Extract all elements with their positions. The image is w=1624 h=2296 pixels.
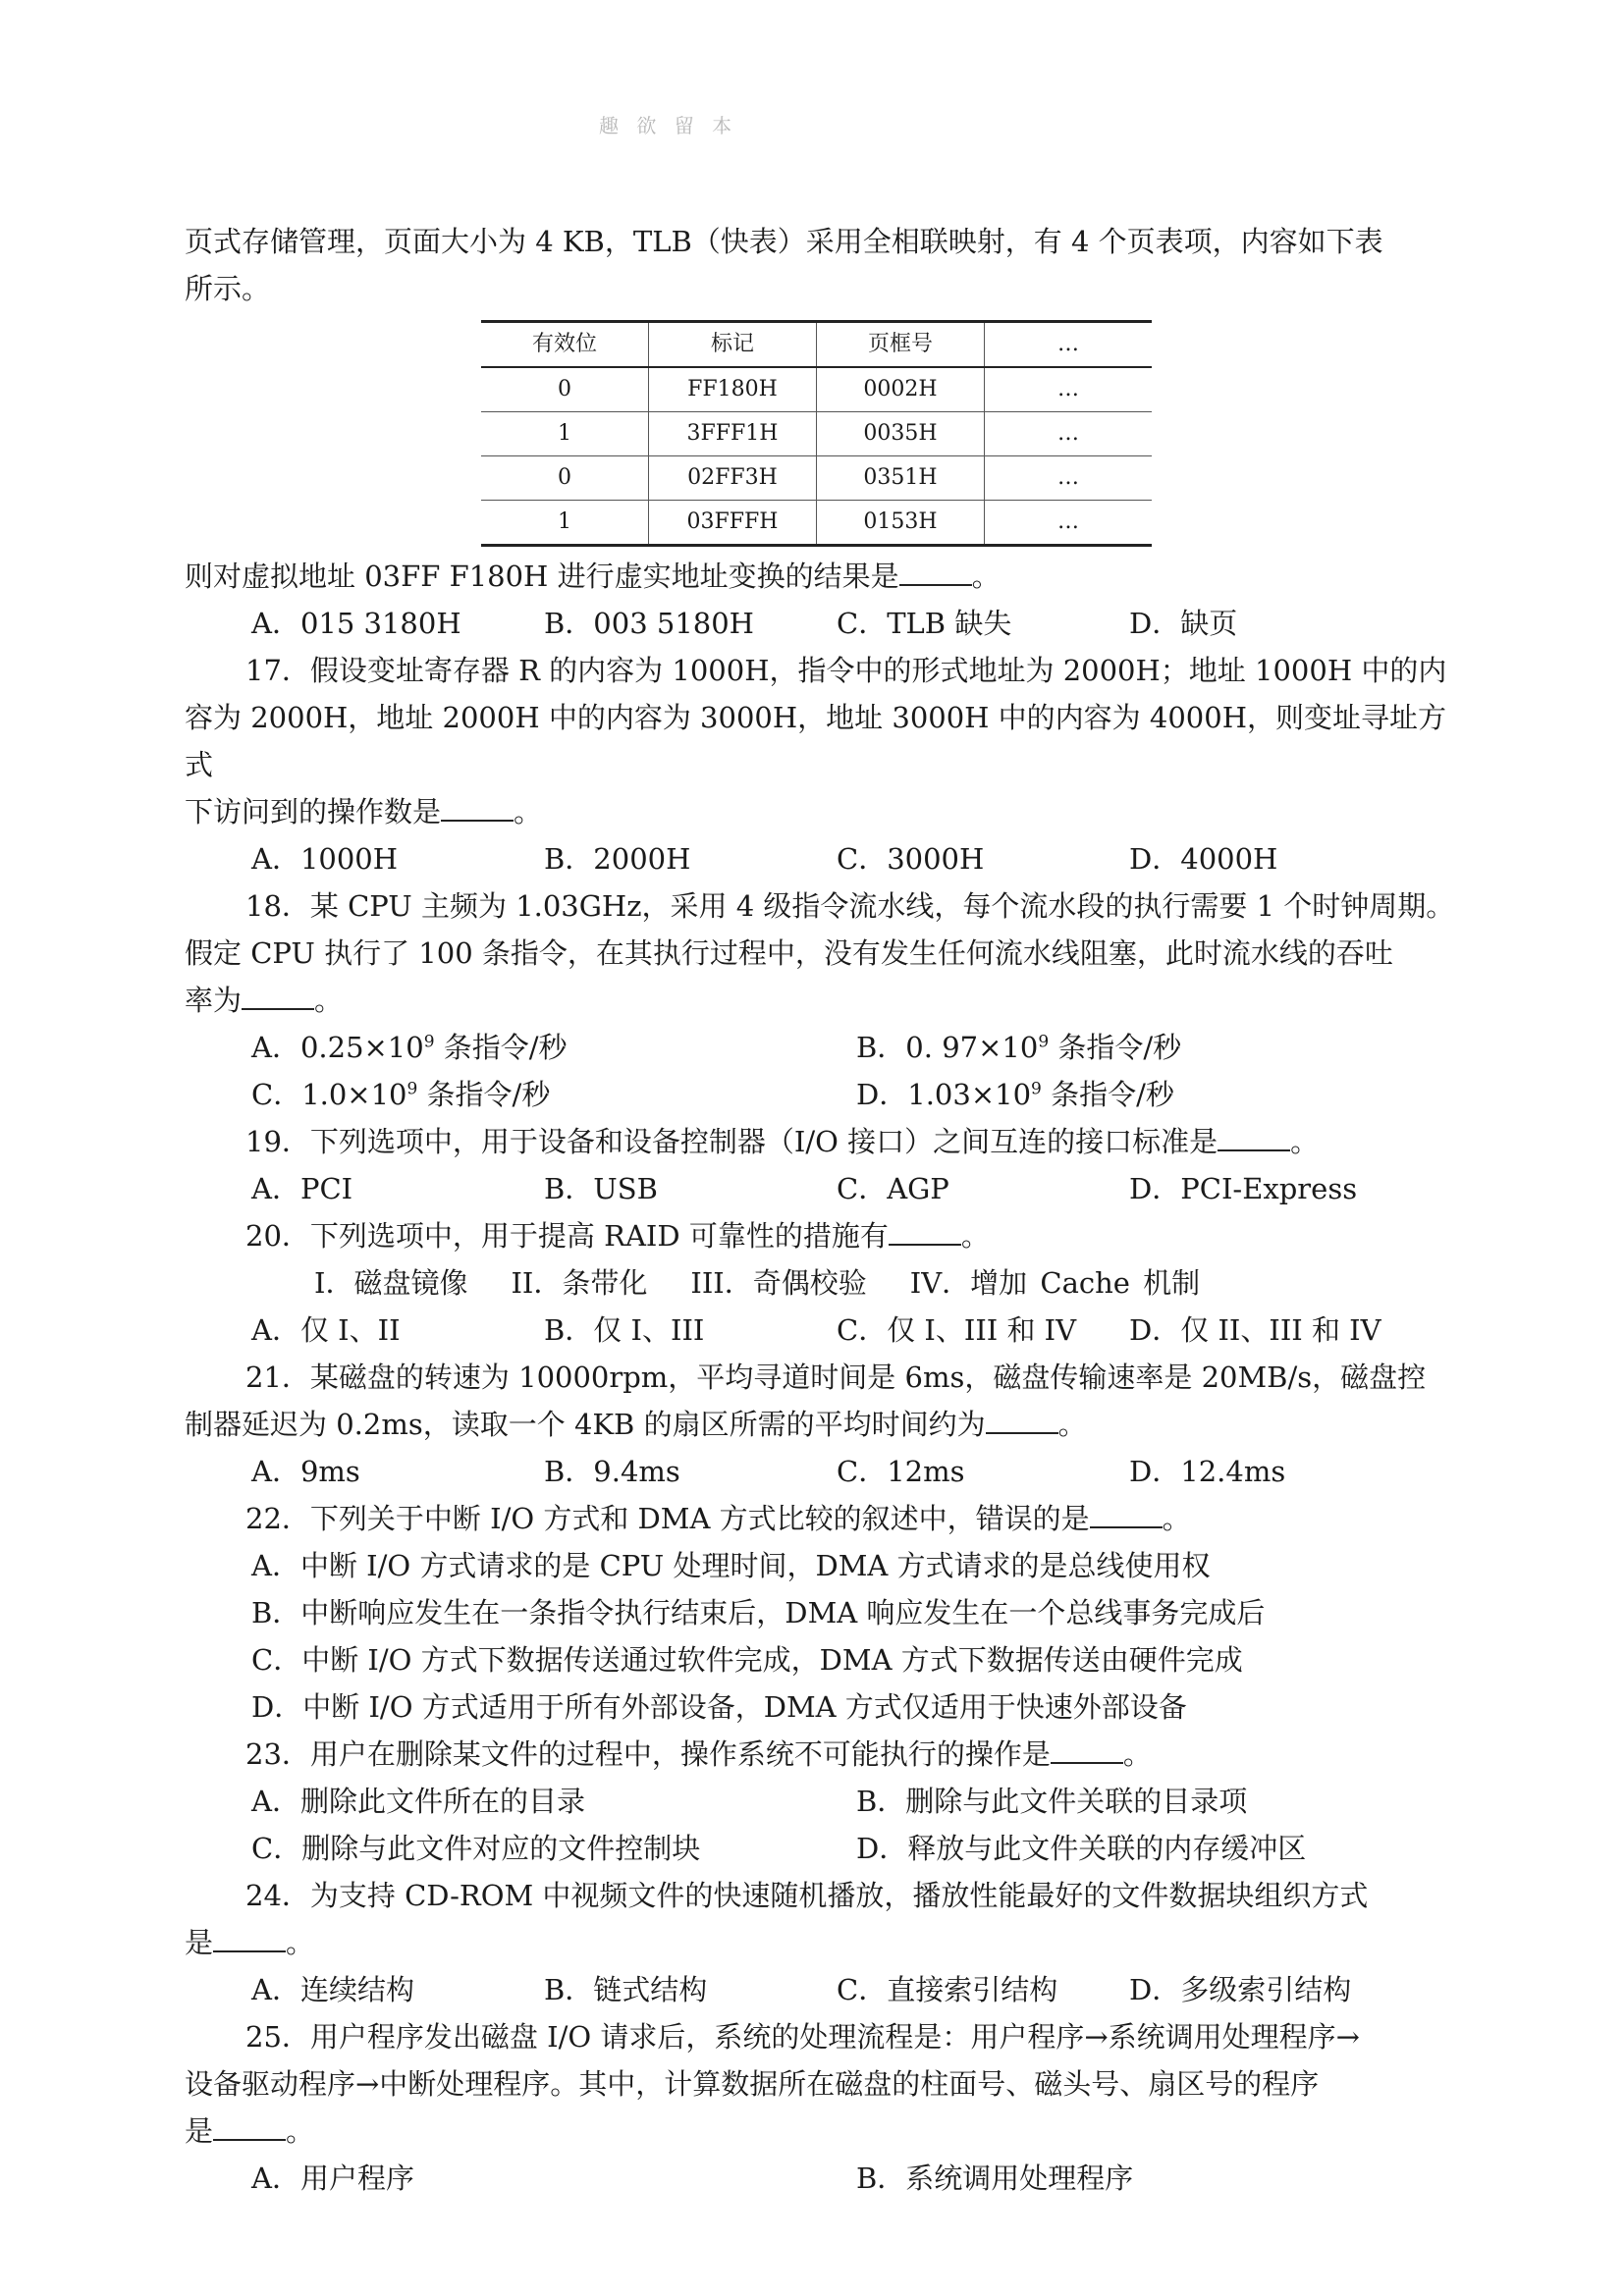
q17-option-a: A．1000H xyxy=(251,842,399,876)
q18-line1: 18．某 CPU 主频为 1.03GHz，采用 4 级指令流水线，每个流水段的执行需要 1 个时钟周期。 xyxy=(245,889,1455,923)
tlb-header-tag: 标记 xyxy=(649,322,817,368)
question-16 xyxy=(185,218,1461,647)
table-row xyxy=(481,412,1152,456)
q20-item-4: IV．增加 Cache 机制 xyxy=(909,1266,1201,1300)
table-cell: FF180H xyxy=(649,367,817,412)
table-cell: 0035H xyxy=(817,412,985,456)
answer-blank xyxy=(441,790,514,822)
q20-option-a: A．仅 I、II xyxy=(251,1313,401,1347)
q24-option-c: C．直接索引结构 xyxy=(837,1973,1058,2006)
q20-line1 xyxy=(185,1212,1461,1259)
tlb-header-row xyxy=(481,322,1152,368)
q21-options xyxy=(185,1448,1461,1495)
q17-option-d: D．4000H xyxy=(1129,842,1278,876)
table-cell: … xyxy=(985,367,1153,412)
tlb-header-more: … xyxy=(985,322,1153,368)
q25-option-a: A．用户程序 xyxy=(251,2162,414,2195)
q17-options xyxy=(185,835,1461,882)
q18-option-d-exp: 9 xyxy=(1031,1079,1042,1099)
q17-line3-text: 下访问到的操作数是 xyxy=(185,795,442,828)
q18-end: 。 xyxy=(314,984,344,1017)
q20-item-1: I．磁盘镜像 xyxy=(314,1266,468,1300)
question-17 xyxy=(185,647,1461,882)
q16-option-d: D．缺页 xyxy=(1129,607,1238,640)
q19-option-a: A．PCI xyxy=(251,1172,353,1205)
q19-line1-text: 19．下列选项中，用于设备和设备控制器（I/O 接口）之间互连的接口标准是 xyxy=(245,1125,1218,1158)
table-cell: … xyxy=(985,412,1153,456)
q16-stem-line2: 所示。 xyxy=(185,272,271,305)
table-cell: 1 xyxy=(481,412,649,456)
table-cell: 03FFFH xyxy=(649,501,817,546)
q23-options-row2 xyxy=(185,1825,1461,1872)
q21-option-c: C．12ms xyxy=(837,1455,965,1488)
exam-content xyxy=(185,218,1461,2202)
q16-stem-line1: 页式存储管理，页面大小为 4 KB，TLB（快表）采用全相联映射，有 4 个页表项，内容如下表 xyxy=(185,225,1383,258)
q18-option-b-unit: 条指令/秒 xyxy=(1049,1031,1182,1064)
q18-option-c-unit: 条指令/秒 xyxy=(417,1078,551,1111)
q16-option-b: B．003 5180H xyxy=(544,607,754,640)
q18-option-b-exp: 9 xyxy=(1038,1032,1050,1052)
question-24 xyxy=(185,1872,1461,2013)
table-cell: 1 xyxy=(481,501,649,546)
answer-blank xyxy=(242,979,314,1010)
table-cell: 3FFF1H xyxy=(649,412,817,456)
q23-option-d: D．释放与此文件关联的内存缓冲区 xyxy=(856,1832,1307,1865)
q20-line1-text: 20．下列选项中，用于提高 RAID 可靠性的措施有 xyxy=(245,1219,889,1253)
question-20 xyxy=(185,1212,1461,1354)
q22-option-d: D．中断 I/O 方式适用于所有外部设备，DMA 方式仅适用于快速外部设备 xyxy=(251,1690,1187,1724)
answer-blank xyxy=(986,1403,1058,1434)
answer-blank xyxy=(1051,1733,1123,1764)
answer-blank xyxy=(889,1214,961,1246)
q25-option-b: B．系统调用处理程序 xyxy=(856,2162,1134,2195)
q25-end: 。 xyxy=(286,2114,315,2148)
table-cell: 0 xyxy=(481,456,649,501)
table-cell: 02FF3H xyxy=(649,456,817,501)
q22-option-c: C．中断 I/O 方式下数据传送通过软件完成，DMA 方式下数据传送由硬件完成 xyxy=(251,1643,1243,1677)
q19-option-b: B．USB xyxy=(544,1172,658,1205)
q18-line2: 假定 CPU 执行了 100 条指令，在其执行过程中，没有发生任何流水线阻塞，此时流水线的吞吐 xyxy=(185,936,1393,970)
q19-end: 。 xyxy=(1290,1125,1320,1158)
q16-question xyxy=(185,553,1461,600)
q25-line3-text: 是 xyxy=(185,2114,214,2148)
q24-line2-text: 是 xyxy=(185,1926,214,1959)
q17-option-b: B．2000H xyxy=(544,842,691,876)
q23-option-c: C．删除与此文件对应的文件控制块 xyxy=(251,1832,701,1865)
q25-line2: 设备驱动程序→中断处理程序。其中，计算数据所在磁盘的柱面号、磁头号、扇区号的程序 xyxy=(185,2067,1320,2101)
q21-option-a: A．9ms xyxy=(251,1455,360,1488)
question-18 xyxy=(185,882,1461,1118)
q21-option-d: D．12.4ms xyxy=(1129,1455,1286,1488)
q20-end: 。 xyxy=(960,1219,990,1253)
q20-option-b: B．仅 I、III xyxy=(544,1313,705,1347)
q23-line1 xyxy=(185,1731,1461,1778)
question-22 xyxy=(185,1495,1461,1731)
q18-options-row2 xyxy=(185,1071,1461,1118)
q18-option-a-unit: 条指令/秒 xyxy=(434,1031,568,1064)
table-cell: … xyxy=(985,456,1153,501)
q19-line1 xyxy=(185,1118,1461,1165)
table-row xyxy=(481,367,1152,412)
q17-line3 xyxy=(185,788,1461,835)
q19-options xyxy=(185,1165,1461,1212)
answer-blank xyxy=(899,555,972,586)
q23-option-a: A．删除此文件所在的目录 xyxy=(251,1785,585,1818)
q24-option-a: A．连续结构 xyxy=(251,1973,414,2006)
q23-option-b: B．删除与此文件关联的目录项 xyxy=(856,1785,1248,1818)
q17-line2: 容为 2000H，地址 2000H 中的内容为 3000H，地址 3000H 中的内容为 4000H，则变址寻址方式 xyxy=(185,701,1446,781)
q25-line3 xyxy=(185,2108,1461,2155)
question-21 xyxy=(185,1354,1461,1495)
table-cell: 0002H xyxy=(817,367,985,412)
q19-option-c: C．AGP xyxy=(837,1172,949,1205)
tlb-header-frame: 页框号 xyxy=(817,322,985,368)
q24-end: 。 xyxy=(286,1926,315,1959)
q16-end: 。 xyxy=(971,560,1001,593)
tlb-header-valid: 有效位 xyxy=(481,322,649,368)
question-25 xyxy=(185,2013,1461,2202)
q21-line2-text: 制器延迟为 0.2ms，读取一个 4KB 的扇区所需的平均时间约为 xyxy=(185,1408,986,1441)
q18-option-d xyxy=(856,1071,1461,1118)
tlb-table xyxy=(481,320,1152,547)
q17-line1: 17．假设变址寄存器 R 的内容为 1000H，指令中的形式地址为 2000H；地址 1000H 中的内 xyxy=(245,654,1447,687)
q25-line1: 25．用户程序发出磁盘 I/O 请求后，系统的处理流程是：用户程序→系统调用处理程序→ xyxy=(245,2020,1360,2054)
q23-line1-text: 23．用户在删除某文件的过程中，操作系统不可能执行的操作是 xyxy=(245,1737,1051,1771)
q24-option-d: D．多级索引结构 xyxy=(1129,1973,1352,2006)
q18-options-row1 xyxy=(185,1024,1461,1071)
q16-question-text: 则对虚拟地址 03FF F180H 进行虚实地址变换的结果是 xyxy=(185,560,899,593)
q18-line3-text: 率为 xyxy=(185,984,243,1017)
q22-line1 xyxy=(185,1495,1461,1542)
q18-option-c xyxy=(251,1071,856,1118)
table-cell: 0 xyxy=(481,367,649,412)
q21-line1: 21．某磁盘的转速为 10000rpm，平均寻道时间是 6ms，磁盘传输速率是 20MB/s，磁盘控 xyxy=(245,1361,1427,1394)
q18-option-c-exp: 9 xyxy=(406,1079,418,1099)
q22-option-b: B．中断响应发生在一条指令执行结束后，DMA 响应发生在一个总线事务完成后 xyxy=(251,1596,1266,1629)
q18-line3 xyxy=(185,977,1461,1024)
q20-item-2: II．条带化 xyxy=(511,1266,648,1300)
q17-option-c: C．3000H xyxy=(837,842,985,876)
answer-blank xyxy=(1090,1497,1163,1528)
q20-items xyxy=(185,1259,1461,1307)
q18-option-b-base: B．0. 97×10 xyxy=(856,1031,1039,1064)
q20-option-c: C．仅 I、III 和 IV xyxy=(837,1313,1077,1347)
answer-blank xyxy=(213,2109,286,2141)
q20-option-d: D．仅 II、III 和 IV xyxy=(1129,1313,1381,1347)
q21-line2 xyxy=(185,1401,1461,1448)
q22-line1-text: 22．下列关于中断 I/O 方式和 DMA 方式比较的叙述中，错误的是 xyxy=(245,1502,1090,1535)
q20-item-3: III．奇偶校验 xyxy=(690,1266,867,1300)
q22-end: 。 xyxy=(1162,1502,1191,1535)
q24-line1: 24．为支持 CD-ROM 中视频文件的快速随机播放，播放性能最好的文件数据块组织方式 xyxy=(245,1879,1369,1912)
q20-options xyxy=(185,1307,1461,1354)
q25-options xyxy=(185,2155,1461,2202)
q24-options xyxy=(185,1966,1461,2013)
table-cell: 0351H xyxy=(817,456,985,501)
faint-header-mark: 趣 欲 留 本 xyxy=(599,114,738,137)
q16-option-c: C．TLB 缺失 xyxy=(837,607,1012,640)
question-19 xyxy=(185,1118,1461,1212)
q19-option-d: D．PCI-Express xyxy=(1129,1172,1358,1205)
q16-option-a: A．015 3180H xyxy=(251,607,461,640)
table-row xyxy=(481,456,1152,501)
q23-end: 。 xyxy=(1122,1737,1152,1771)
q17-end: 。 xyxy=(514,795,543,828)
q24-option-b: B．链式结构 xyxy=(544,1973,708,2006)
answer-blank xyxy=(1218,1120,1290,1151)
q18-option-a-exp: 9 xyxy=(423,1032,435,1052)
q23-options-row1 xyxy=(185,1778,1461,1825)
table-cell: … xyxy=(985,501,1153,546)
q18-option-b xyxy=(856,1024,1461,1071)
q18-option-a xyxy=(251,1024,856,1071)
q21-option-b: B．9.4ms xyxy=(544,1455,680,1488)
table-row xyxy=(481,501,1152,546)
table-cell: 0153H xyxy=(817,501,985,546)
q18-option-c-base: C．1.0×10 xyxy=(251,1078,407,1111)
q18-option-a-base: A．0.25×10 xyxy=(251,1031,424,1064)
q22-option-a: A．中断 I/O 方式请求的是 CPU 处理时间，DMA 方式请求的是总线使用权 xyxy=(251,1549,1211,1582)
q16-options xyxy=(185,600,1461,647)
q24-line2 xyxy=(185,1919,1461,1966)
q21-end: 。 xyxy=(1057,1408,1087,1441)
question-23 xyxy=(185,1731,1461,1872)
answer-blank xyxy=(213,1921,286,1952)
q18-option-d-unit: 条指令/秒 xyxy=(1041,1078,1174,1111)
q18-option-d-base: D．1.03×10 xyxy=(856,1078,1032,1111)
